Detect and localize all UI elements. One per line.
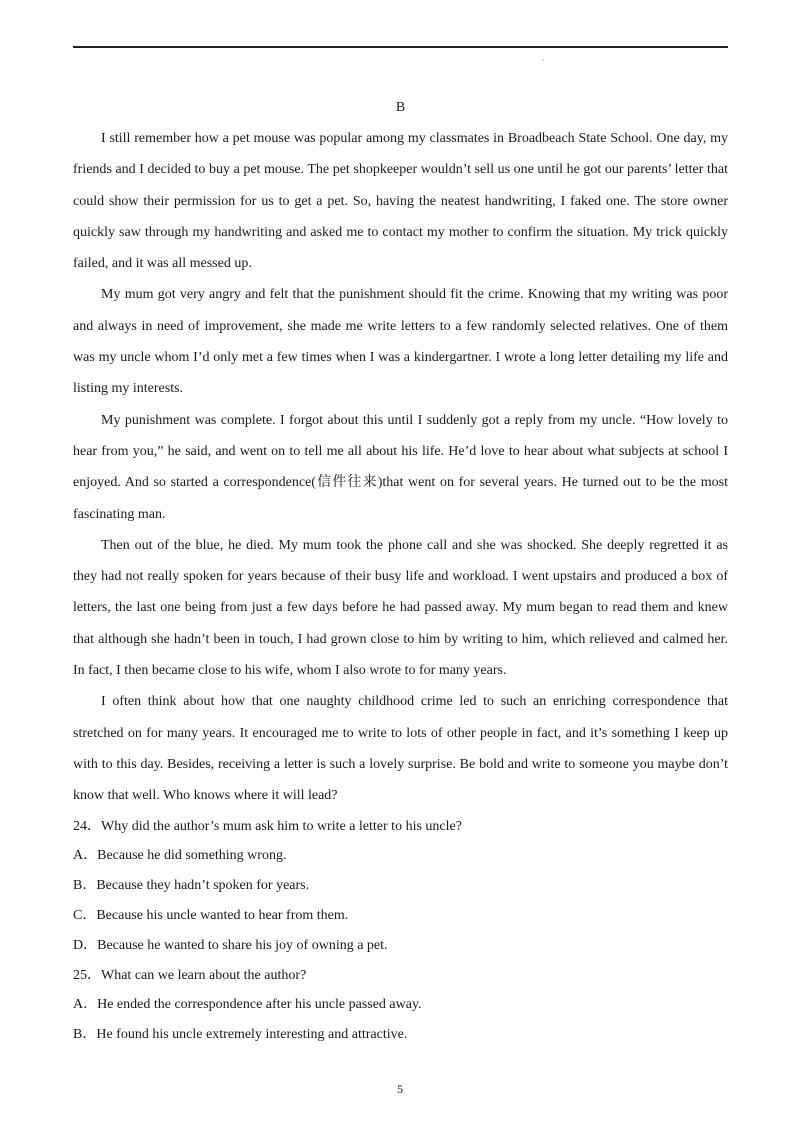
- passage-paragraph-3: My punishment was complete. I forgot about this until I suddenly got a reply from my uncle. “How lovely to hear from you,” he said, and went on to tell me all about his life. He’d love to hear about what subjects at school I enjoyed. And so started a correspondence(信件往来)that went on for several years. He turned out to be the most fascinating man.: [73, 412, 728, 522]
- option-c: C．Because his uncle wanted to hear from them.: [73, 907, 349, 923]
- header-rule: [73, 46, 728, 48]
- header-mark: ·: [542, 56, 545, 65]
- passage-paragraph-5: I often think about how that one naughty childhood crime led to such an enriching correspondence that stretched on for many years. It encouraged me to write to lots of other people in fact, and it’s something I keep up with to this day. Besides, receiving a letter is such a lovely surprise. Be bold and write to someone you maybe don’t know that well. Who knows where it will lead?: [73, 694, 728, 804]
- option-a: A．He ended the correspondence after his uncle passed away.: [73, 997, 422, 1013]
- option-d: D．Because he wanted to share his joy of owning a pet.: [73, 937, 388, 953]
- passage-paragraph-2: My mum got very angry and felt that the punishment should fit the crime. Knowing that my writing was poor and always in need of improvement, she made me write letters to a few randomly selected relatives. One of them was my uncle whom I’d only met a few times when I was a kindergartner. I wrote a long letter detailing my life and listing my interests.: [73, 287, 728, 397]
- option-b: B．Because they hadn’t spoken for years.: [73, 878, 310, 894]
- page-content: [73, 96, 728, 1050]
- section-title: B: [395, 100, 406, 115]
- option-a: A．Because he did something wrong.: [73, 848, 287, 864]
- question-stem: 24．Why did the author’s mum ask him to write a letter to his uncle?: [73, 818, 462, 834]
- passage-paragraph-1: I still remember how a pet mouse was popular among my classmates in Broadbeach State School. One day, my friends and I decided to buy a pet mouse. The pet shopkeeper wouldn’t sell us one until he got our parents’ letter that could show their permission for us to get a pet. So, having the neatest handwriting, I faked one. The store owner quickly saw through my handwriting and asked me to contact my mother to confirm the situation. My trick quickly failed, and it was all messed up.: [73, 131, 728, 272]
- option-b: B．He found his uncle extremely interesting and attractive.: [73, 1027, 408, 1043]
- question-25: [73, 961, 728, 1050]
- question-24: [73, 812, 728, 961]
- page-number: 5: [397, 1082, 403, 1096]
- passage-paragraph-4: Then out of the blue, he died. My mum took the phone call and she was shocked. She deeply regretted it as they had not really spoken for years because of their busy life and workload. I went upstairs and produced a box of letters, the last one being from just a few days before he had passed away. My mum began to read them and knew that although she hadn’t been in touch, I had grown close to him by writing to him, which relieved and calmed her. In fact, I then became close to his wife, whom I also wrote to for many years.: [73, 537, 728, 679]
- question-stem: 25．What can we learn about the author?: [73, 967, 307, 983]
